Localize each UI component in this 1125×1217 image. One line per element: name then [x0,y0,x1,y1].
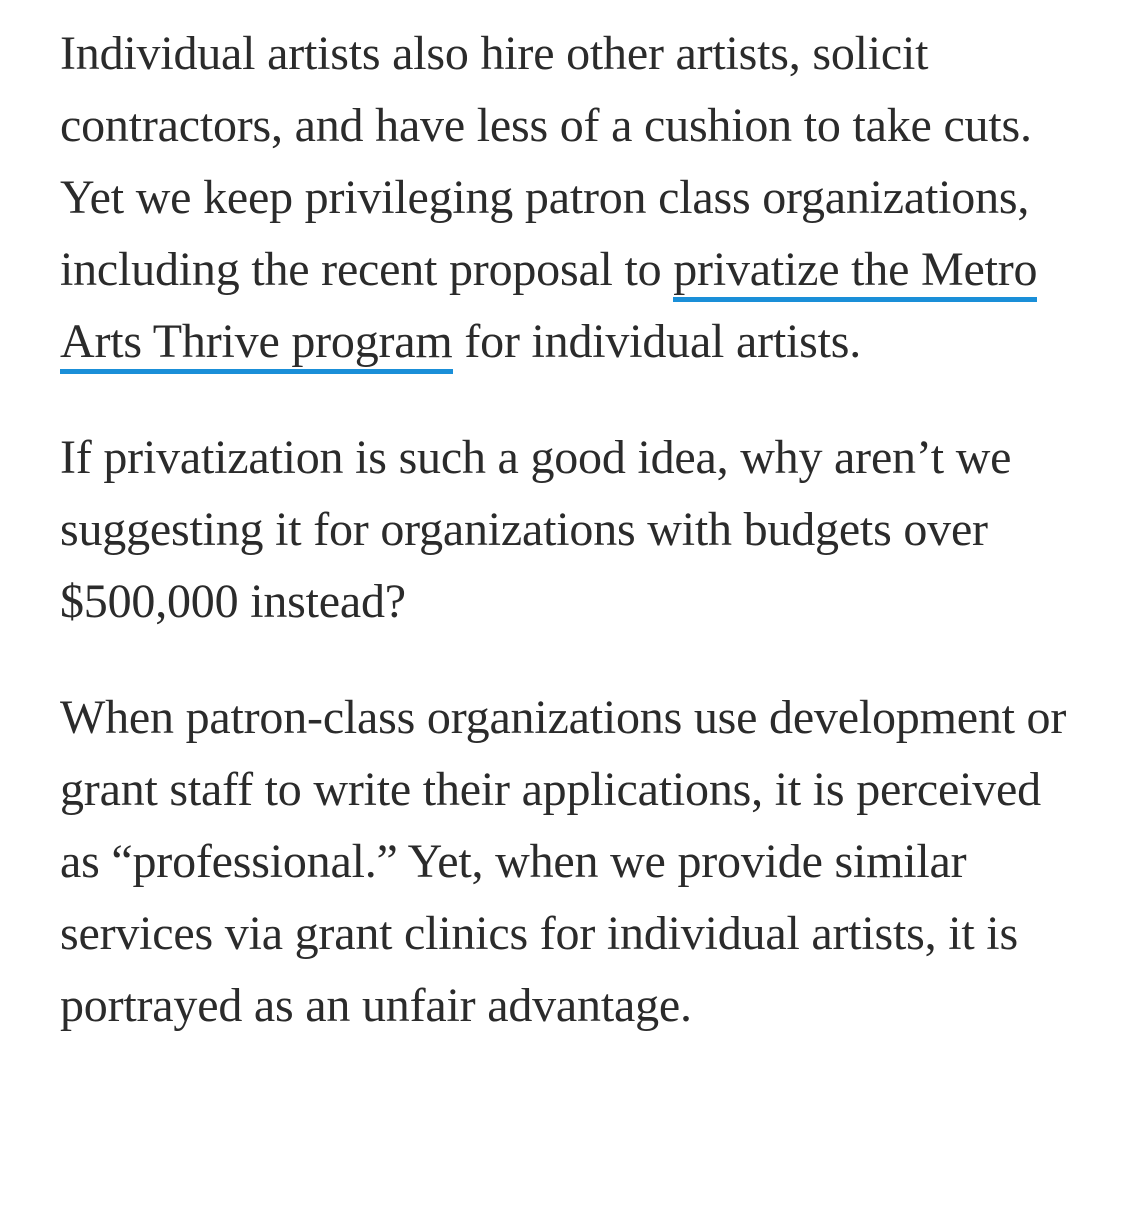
paragraph-1-text-before-link: Individual artists also hire other artists, solicit contractors, and have less of a cushion to take cuts. Yet we keep privileging patron class organizations, including the recent proposal to [60,27,1032,296]
article-body [60,18,1070,1086]
paragraph-1-text-after-link: for individual artists. [452,315,862,368]
paragraph-1 [60,18,1070,378]
paragraph-2: If privatization is such a good idea, why aren’t we suggesting it for organizations with budgets over $500,000 instead? [60,431,1012,628]
paragraph-3: When patron-class organizations use development or grant staff to write their applications, it is perceived as “professional.” Yet, when we provide similar services via grant clinics for individual artists, it is portrayed as an unfair advantage. [60,691,1067,1032]
metro-arts-thrive-link[interactable]: privatize the Metro Arts Thrive program [60,243,1037,374]
